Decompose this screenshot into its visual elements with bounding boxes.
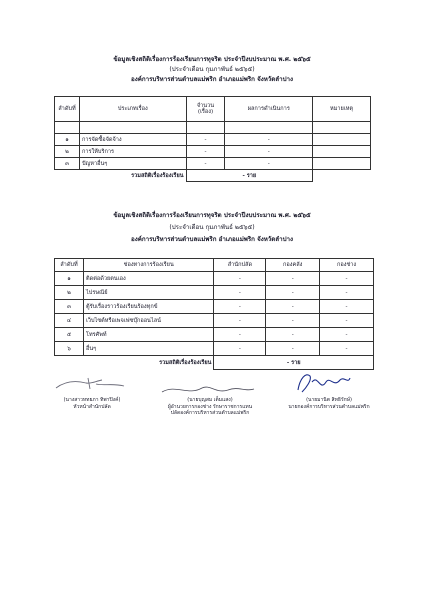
- row-note: [313, 158, 371, 170]
- total-value: - ราย: [214, 356, 374, 370]
- row-channel: เว็บไซต์หรือเพจเฟซบุ๊กออนไลน์: [83, 314, 214, 328]
- header-note: หมายเหตุ: [313, 97, 371, 122]
- row-no: ๔: [55, 314, 84, 328]
- row-channel: ตู้รับเรื่องราวร้องเรียนร้องทุกข์: [83, 300, 214, 314]
- row-finance: -: [266, 314, 320, 328]
- table-row: [55, 272, 374, 286]
- row-finance: -: [266, 300, 320, 314]
- signer-name: (นายบุญสม เต็มแสง): [187, 397, 233, 403]
- complaint-channel-table: [54, 258, 374, 370]
- row-channel: อื่นๆ: [83, 342, 214, 356]
- table-row: [55, 134, 371, 146]
- signer-name: (นายมานิต สิทธิรักษ์): [306, 397, 352, 403]
- table-row: [55, 158, 371, 170]
- table-row: [55, 342, 374, 356]
- table-row: [55, 314, 374, 328]
- signature-block-right: [274, 397, 384, 410]
- signature-block-center: [140, 397, 280, 417]
- total-value: - ราย: [186, 170, 313, 182]
- total-label: รวมสถิติเรื่องร้องเรียน: [159, 359, 212, 366]
- header-office: สำนักปลัด: [214, 259, 266, 272]
- row-no: ๑: [55, 134, 80, 146]
- signature-block-left: [44, 397, 140, 410]
- row-no: ๑: [55, 272, 84, 286]
- table-row: [55, 286, 374, 300]
- header-count: จำนวน (เรื่อง): [186, 97, 225, 122]
- row-channel: ติดต่อด้วยตนเอง: [83, 272, 214, 286]
- total-label: รวมสถิติเรื่องร้องเรียน: [131, 172, 184, 179]
- row-engineering: -: [320, 314, 374, 328]
- section2-title-line2: (ประจำเดือน กุมภาพันธ์ ๒๕๖๕): [169, 224, 255, 231]
- row-result: -: [225, 158, 313, 170]
- table-row: [55, 146, 371, 158]
- row-engineering: -: [320, 328, 374, 342]
- row-engineering: -: [320, 272, 374, 286]
- signature-mark-left: [52, 374, 132, 396]
- table-header-row: [55, 259, 374, 272]
- row-count: -: [186, 134, 225, 146]
- row-office: -: [214, 328, 266, 342]
- spacer-row: [55, 122, 371, 134]
- header-type: ประเภทเรื่อง: [79, 97, 186, 122]
- row-office: -: [214, 286, 266, 300]
- row-no: ๖: [55, 342, 84, 356]
- signature-mark-right: [290, 368, 354, 398]
- row-finance: -: [266, 342, 320, 356]
- row-channel: โทรศัพท์: [83, 328, 214, 342]
- row-engineering: -: [320, 300, 374, 314]
- signer-position-2: ปลัดองค์การบริหารส่วนตำบลแม่พริก: [170, 410, 250, 416]
- row-note: [313, 146, 371, 158]
- row-engineering: -: [320, 286, 374, 300]
- signer-name: (นางสาวหทยภา ทิพาปิงค์): [63, 397, 121, 403]
- header-no: ลำดับที่: [55, 97, 80, 122]
- section2-title-line1: ข้อมูลเชิงสถิติเรื่องการร้องเรียนการทุจริต ประจำปีงบประมาณ พ.ศ. ๒๕๖๕: [113, 212, 311, 219]
- row-type: การจัดซื้อจัดจ้าง: [79, 134, 186, 146]
- row-finance: -: [266, 286, 320, 300]
- section1-title-line1: ข้อมูลเชิงสถิติเรื่องการร้องเรียนการทุจริต ประจำปีงบประมาณ พ.ศ. ๒๕๖๕: [113, 56, 311, 63]
- header-channel: ช่องทางการร้องเรียน: [83, 259, 214, 272]
- row-office: -: [214, 314, 266, 328]
- table-row: [55, 300, 374, 314]
- row-no: ๓: [55, 158, 80, 170]
- section1-title-line3: องค์การบริหารส่วนตำบลแม่พริก อำเภอแม่พริก จังหวัดลำปาง: [131, 76, 293, 83]
- header-result: ผลการดำเนินการ: [225, 97, 313, 122]
- total-row: [55, 170, 371, 182]
- signer-position: หัวหน้าสำนักปลัด: [73, 403, 111, 410]
- row-result: -: [225, 146, 313, 158]
- row-office: -: [214, 300, 266, 314]
- row-engineering: -: [320, 342, 374, 356]
- row-no: ๒: [55, 286, 84, 300]
- section1-title-line2: (ประจำเดือน กุมภาพันธ์ ๒๕๖๕): [169, 66, 255, 73]
- row-office: -: [214, 342, 266, 356]
- table-row: [55, 328, 374, 342]
- header-engineering: กองช่าง: [320, 259, 374, 272]
- row-count: -: [186, 146, 225, 158]
- row-type: การให้บริการ: [79, 146, 186, 158]
- row-finance: -: [266, 328, 320, 342]
- signer-position: นายกองค์การบริหารส่วนตำบลแม่พริก: [288, 403, 370, 410]
- row-channel: ไปรษณีย์: [83, 286, 214, 300]
- row-result: -: [225, 134, 313, 146]
- header-no: ลำดับที่: [55, 259, 84, 272]
- complaint-type-table: [54, 96, 371, 182]
- header-finance: กองคลัง: [266, 259, 320, 272]
- row-finance: -: [266, 272, 320, 286]
- signer-position: ผู้อำนวยการกองช่าง รักษาราชการแทน: [167, 403, 253, 410]
- row-no: ๒: [55, 146, 80, 158]
- table-header-row: [55, 97, 371, 122]
- row-count: -: [186, 158, 225, 170]
- row-note: [313, 134, 371, 146]
- row-no: ๓: [55, 300, 84, 314]
- row-no: ๕: [55, 328, 84, 342]
- section2-title-line3: องค์การบริหารส่วนตำบลแม่พริก อำเภอแม่พริก จังหวัดลำปาง: [131, 236, 293, 243]
- row-office: -: [214, 272, 266, 286]
- row-type: ปัญหาอื่นๆ: [79, 158, 186, 170]
